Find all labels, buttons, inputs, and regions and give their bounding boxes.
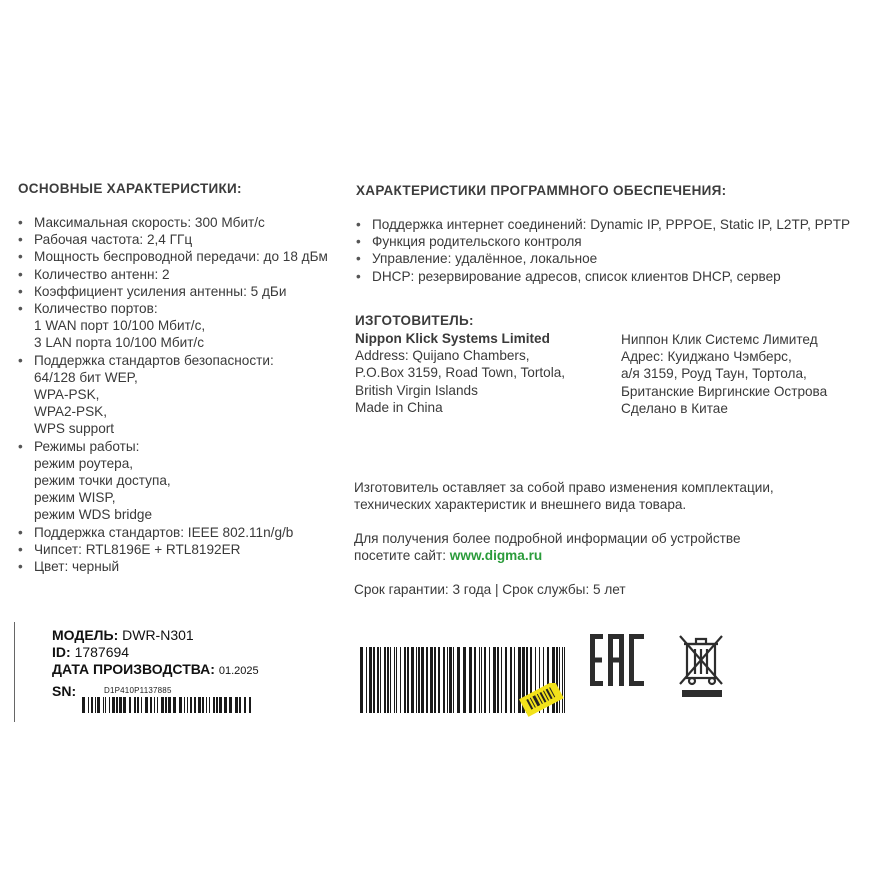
barcode-bar (209, 697, 210, 713)
barcode-bar (150, 697, 152, 713)
main-spec-text: Рабочая частота: 2,4 ГГц (34, 232, 193, 248)
manufacturer-address-line: P.O.Box 3159, Road Town, Tortola, (355, 365, 566, 381)
barcode-bar (95, 697, 96, 713)
info-notice-line: Для получения более подробной информации об устройстве (354, 531, 741, 546)
change-notice (354, 479, 774, 513)
barcode-bar (161, 697, 164, 713)
id-value: 1787694 (74, 644, 130, 660)
barcode-bar (112, 697, 115, 713)
manufacturer-address-line: British Virgin Islands (355, 382, 478, 398)
main-spec-item (18, 558, 338, 575)
barcode-bar (474, 647, 476, 713)
barcode-bar (97, 697, 100, 713)
main-spec-text: Чипсет: RTL8196E + RTL8192ER (34, 541, 241, 557)
barcode-bar (249, 697, 251, 713)
barcode-bar (479, 647, 480, 713)
warranty-text: Срок гарантии: 3 года | Срок службы: 5 лет (354, 582, 626, 597)
main-spec-item (18, 300, 338, 352)
barcode-bar (119, 697, 122, 713)
barcode-bar (109, 697, 110, 713)
barcode-bar (202, 697, 204, 713)
barcode-bar (103, 697, 104, 713)
price-sticker (516, 683, 566, 717)
date-row (52, 661, 259, 677)
main-specs-list (18, 214, 338, 575)
barcode-bar (481, 647, 482, 713)
barcode-bar (384, 647, 386, 713)
barcode-bar (137, 697, 139, 713)
barcode-bar (489, 647, 490, 713)
weee-crossed-bin-icon (676, 630, 728, 700)
barcode-bar (434, 647, 436, 713)
main-spec-subitem: 64/128 бит WEP, (34, 369, 138, 385)
barcode-bar (145, 697, 148, 713)
main-spec-subitem: режим точки доступа, (34, 473, 171, 489)
barcode-bar (141, 697, 142, 713)
main-spec-subitem: 3 LAN порта 10/100 Мбит/с (34, 335, 205, 351)
barcode-bar (387, 647, 389, 713)
date-value: 01.2025 (218, 665, 259, 677)
main-spec-item (18, 283, 338, 300)
main-spec-text: Поддержка стандартов безопасности: (34, 352, 274, 368)
main-spec-text: Поддержка стандартов: IEEE 802.11n/g/b (34, 524, 294, 540)
barcode-bar (426, 647, 428, 713)
barcode-bar (390, 647, 391, 713)
barcode-bar (88, 697, 89, 713)
barcode-bar (179, 697, 182, 713)
barcode-bar (469, 647, 472, 713)
eac-mark-icon (588, 632, 646, 688)
barcode-bar (173, 697, 176, 713)
barcode-bar (510, 647, 512, 713)
info-notice-line (354, 547, 741, 564)
barcode-bar (165, 697, 167, 713)
sn-barcode (82, 697, 254, 713)
barcode-bar (514, 647, 515, 713)
barcode-bar (190, 697, 192, 713)
barcode-bar (377, 647, 379, 713)
barcode-bar (239, 697, 241, 713)
main-spec-subitem: 1 WAN порт 10/100 Мбит/с, (34, 318, 206, 334)
manufacturer-name-ru: Ниппон Клик Системс Лимитед (621, 332, 818, 347)
barcode-bar (187, 697, 188, 713)
barcode-bar (463, 647, 466, 713)
barcode-bar (123, 697, 126, 713)
barcode-bar (229, 697, 232, 713)
main-spec-item (18, 352, 338, 438)
software-spec-item: • DHCP: резервирование адресов, список клиентов DHCP, сервер (356, 268, 856, 285)
barcode-bar (407, 647, 409, 713)
main-specs-heading: ОСНОВНЫЕ ХАРАКТЕРИСТИКИ: (18, 181, 242, 196)
main-spec-subitem: WPA-PSK, (34, 387, 100, 403)
software-specs-heading: ХАРАКТЕРИСТИКИ ПРОГРАММНОГО ОБЕСПЕЧЕНИЯ: (356, 183, 727, 198)
main-spec-item (18, 541, 338, 558)
barcode-bar (497, 647, 499, 713)
main-spec-text: Максимальная скорость: 300 Мбит/с (34, 215, 265, 230)
manufacturer-address-line-ru: а/я 3159, Роуд Таун, Тортола, (621, 366, 807, 382)
barcode-bar (366, 647, 367, 713)
barcode-bar (418, 647, 420, 713)
manufacturer-origin: Made in China (355, 399, 443, 415)
software-spec-item: • Функция родительского контроля (356, 233, 856, 250)
barcode-bar (235, 697, 238, 713)
main-spec-subitem: WPS support (34, 421, 115, 437)
barcode-bar (447, 647, 448, 713)
main-spec-item (18, 266, 338, 283)
website-link[interactable]: www.digma.ru (449, 548, 543, 564)
main-spec-subitem: WPA2-PSK, (34, 404, 108, 420)
sn-value: D1P410P1137885 (104, 686, 172, 695)
barcode-bar (216, 697, 218, 713)
main-spec-subitem: режим роутера, (34, 455, 134, 471)
main-spec-item (18, 438, 338, 524)
model-key: МОДЕЛЬ: (52, 627, 119, 643)
id-row (52, 644, 129, 660)
manufacturer-cyrillic (621, 331, 827, 417)
barcode-bar (116, 697, 118, 713)
sn-row (52, 683, 76, 699)
model-value: DWR-N301 (122, 627, 194, 643)
barcode-bar (411, 647, 414, 713)
model-row (52, 627, 194, 643)
software-spec-item: • Управление: удалённое, локальное (356, 250, 856, 267)
barcode-bar (369, 647, 372, 713)
main-spec-item (18, 248, 338, 265)
barcode-bar (198, 697, 201, 713)
barcode-bar (224, 697, 227, 713)
info-prefix: посетите сайт: (354, 548, 450, 564)
manufacturer-latin (355, 330, 565, 416)
barcode-bar (244, 697, 246, 713)
barcode-bar (505, 647, 507, 713)
main-spec-text: Количество антенн: 2 (34, 266, 170, 282)
main-spec-text: Режимы работы: (34, 438, 140, 454)
software-spec-item: • Поддержка интернет соединений: Dynamic IP, PPPOE, Static IP, L2TP, PPTP (356, 216, 856, 233)
barcode-bar (400, 647, 401, 713)
barcode-bar (380, 647, 381, 713)
barcode-bar (404, 647, 406, 713)
barcode-bar (82, 697, 85, 713)
main-spec-text: Мощность беспроводной передачи: до 18 дБм (34, 249, 328, 265)
barcode-bar (484, 647, 486, 713)
manufacturer-heading: ИЗГОТОВИТЕЛЬ: (355, 313, 474, 328)
barcode-bar (394, 647, 395, 713)
main-spec-item (18, 524, 338, 541)
manufacturer-address-line: Address: Quijano Chambers, (355, 348, 530, 364)
barcode-bar (421, 647, 424, 713)
barcode-bar (219, 697, 222, 713)
manufacturer-name: Nippon Klick Systems Limited (355, 331, 550, 346)
main-spec-subitem: режим WISP, (34, 490, 116, 506)
barcode-bar (360, 647, 363, 713)
barcode-bar (184, 697, 185, 713)
barcode-bar (105, 697, 106, 713)
manufacturer-origin-ru: Сделано в Китае (621, 400, 728, 416)
manufacturer-address-line-ru: Британские Виргинские Острова (621, 383, 828, 399)
main-spec-item (18, 231, 338, 248)
main-spec-subitem: режим WDS bridge (34, 507, 153, 523)
barcode-bar (493, 647, 496, 713)
change-notice-line: технических характеристик и внешнего вида товара. (354, 497, 687, 513)
barcode-bar (206, 697, 207, 713)
barcode-bar (457, 647, 460, 713)
software-specs-list (356, 216, 856, 285)
barcode-bar (438, 647, 440, 713)
main-spec-text: Коэффициент усиления антенны: 5 дБи (34, 283, 287, 299)
barcode-bar (449, 647, 452, 713)
manufacturer-address-line-ru: Адрес: Куиджано Чэмберс, (621, 349, 792, 365)
info-notice (354, 530, 741, 564)
id-key: ID: (52, 644, 71, 660)
sn-key: SN: (52, 683, 77, 699)
barcode-bar (453, 647, 454, 713)
date-key: ДАТА ПРОИЗВОДСТВА: (52, 661, 215, 677)
main-spec-text: Цвет: черный (34, 559, 120, 575)
barcode-bar (430, 647, 433, 713)
main-spec-item (18, 214, 338, 231)
barcode-bar (213, 697, 215, 713)
main-spec-text: Количество портов: (34, 301, 158, 317)
barcode-bar (154, 697, 155, 713)
barcode-bar (194, 697, 196, 713)
barcode-bar (443, 647, 445, 713)
barcode-bar (157, 697, 158, 713)
change-notice-line: Изготовитель оставляет за собой право изменения комплектации, (354, 480, 774, 495)
barcode-bar (501, 647, 502, 713)
barcode-bar (416, 647, 417, 713)
barcode-bar (396, 647, 397, 713)
barcode-bar (373, 647, 375, 713)
barcode-bar (91, 697, 93, 713)
barcode-bar (129, 697, 131, 713)
barcode-bar (134, 697, 136, 713)
barcode-bar (168, 697, 171, 713)
